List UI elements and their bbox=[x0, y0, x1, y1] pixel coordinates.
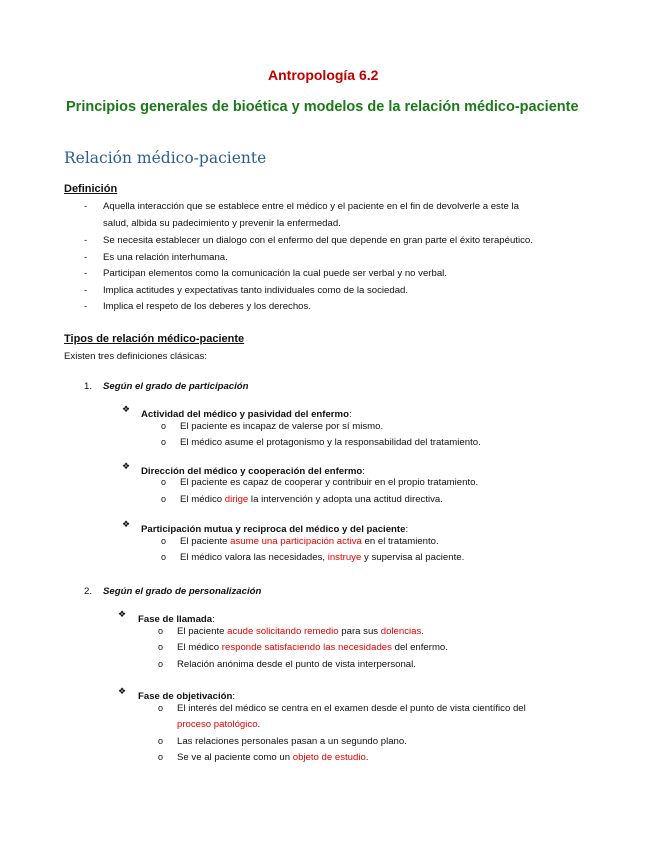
definicion-item-4: Participan elementos como la comunicación la cual puede ser verbal y no verbal. bbox=[103, 268, 447, 279]
circle-bullet-icon: o bbox=[161, 494, 167, 504]
circle-bullet-icon: o bbox=[161, 477, 167, 487]
diamond-bullet-icon: ❖ bbox=[122, 461, 131, 471]
list-number: 1. bbox=[84, 381, 93, 392]
circle-bullet-icon: o bbox=[158, 642, 164, 652]
group-objetivacion-item-1: El interés del médico se centra en el examen desde el punto de vista científico del bbox=[177, 703, 526, 714]
group-objetivacion-item-2: Las relaciones personales pasan a un segundo plano. bbox=[177, 736, 407, 747]
highlight-text: objeto de estudio bbox=[292, 752, 366, 763]
group-actividad-item-1: El paciente es incapaz de valerse por sí mismo. bbox=[180, 421, 384, 432]
definicion-item-2: Se necesita establecer un dialogo con el enfermo del que depende en gran parte el éxito terapéutico. bbox=[103, 235, 533, 246]
circle-bullet-icon: o bbox=[158, 736, 164, 746]
dash-bullet: - bbox=[84, 201, 88, 212]
highlight-text: dolencias bbox=[380, 626, 422, 637]
category-personalizacion: Según el grado de personalización bbox=[103, 586, 262, 597]
diamond-bullet-icon: ❖ bbox=[118, 686, 127, 696]
circle-bullet-icon: o bbox=[158, 703, 164, 713]
group-objetivacion-item-3: Se ve al paciente como un objeto de estudio. bbox=[177, 752, 369, 763]
group-actividad-item-2: El médico asume el protagonismo y la responsabilidad del tratamiento. bbox=[180, 437, 481, 448]
section-title: Relación médico-paciente bbox=[64, 149, 267, 167]
highlight-text: dirige bbox=[224, 494, 249, 505]
diamond-bullet-icon: ❖ bbox=[122, 404, 131, 414]
document-title: Antropología 6.2 bbox=[268, 67, 379, 83]
dash-bullet: - bbox=[84, 235, 88, 246]
group-llamada-heading: Fase de llamada: bbox=[138, 614, 215, 625]
group-objetivacion-heading: Fase de objetivación: bbox=[138, 691, 236, 702]
group-direccion-heading: Dirección del médico y cooperación del enfermo: bbox=[141, 466, 365, 477]
definicion-item-1-cont: salud, albida su padecimiento y prevenir la enfermedad. bbox=[103, 218, 341, 229]
tipos-heading: Tipos de relación médico-paciente bbox=[64, 333, 245, 345]
category-participacion: Según el grado de participación bbox=[103, 381, 249, 392]
circle-bullet-icon: o bbox=[161, 552, 167, 562]
group-llamada-item-3: Relación anónima desde el punto de vista interpersonal. bbox=[177, 659, 416, 670]
diamond-bullet-icon: ❖ bbox=[118, 609, 127, 619]
list-number: 2. bbox=[84, 586, 93, 597]
dash-bullet: - bbox=[84, 252, 88, 263]
definicion-item-3: Es una relación interhumana. bbox=[103, 252, 228, 263]
circle-bullet-icon: o bbox=[161, 536, 167, 546]
circle-bullet-icon: o bbox=[158, 752, 164, 762]
group-participacion-item-2: El médico valora las necesidades, instruye y supervisa al paciente. bbox=[180, 552, 465, 563]
highlight-text: asume una participación activa bbox=[230, 536, 362, 547]
highlight-text: proceso patológico bbox=[177, 719, 258, 730]
circle-bullet-icon: o bbox=[161, 421, 167, 431]
dash-bullet: - bbox=[84, 301, 88, 312]
circle-bullet-icon: o bbox=[161, 437, 167, 447]
highlight-text: acude solicitando remedio bbox=[227, 626, 339, 637]
group-direccion-item-2: El médico dirige la intervención y adopta una actitud directiva. bbox=[180, 494, 443, 505]
group-actividad-heading: Actividad del médico y pasividad del enfermo: bbox=[141, 409, 352, 420]
highlight-text: responde satisfaciendo las necesidades bbox=[221, 642, 392, 653]
group-participacion-item-1: El paciente asume una participación activa en el tratamiento. bbox=[180, 536, 439, 547]
definicion-item-6: Implica el respeto de los deberes y los derechos. bbox=[103, 301, 311, 312]
group-direccion-item-1: El paciente es capaz de cooperar y contribuir en el propio tratamiento. bbox=[180, 477, 479, 488]
group-llamada-item-1: El paciente acude solicitando remedio para sus dolencias. bbox=[177, 626, 424, 637]
definicion-item-5: Implica actitudes y expectativas tanto individuales como de la sociedad. bbox=[103, 285, 409, 296]
highlight-text: instruye bbox=[327, 552, 362, 563]
group-objetivacion-item-1-cont: proceso patológico. bbox=[177, 719, 261, 730]
dash-bullet: - bbox=[84, 285, 88, 296]
document-subtitle: Principios generales de bioética y modelos de la relación médico-paciente bbox=[66, 99, 579, 115]
circle-bullet-icon: o bbox=[158, 626, 164, 636]
group-llamada-item-2: El médico responde satisfaciendo las necesidades del enfermo. bbox=[177, 642, 448, 653]
definicion-item-1: Aquella interacción que se establece entre el médico y el paciente en el fin de devolverle a este la bbox=[103, 201, 519, 212]
circle-bullet-icon: o bbox=[158, 659, 164, 669]
definicion-heading: Definición bbox=[64, 183, 118, 195]
tipos-intro: Existen tres definiciones clásicas: bbox=[64, 351, 207, 362]
group-participacion-heading: Participación mutua y reciproca del médico y del paciente: bbox=[141, 524, 409, 535]
diamond-bullet-icon: ❖ bbox=[122, 519, 131, 529]
dash-bullet: - bbox=[84, 268, 88, 279]
